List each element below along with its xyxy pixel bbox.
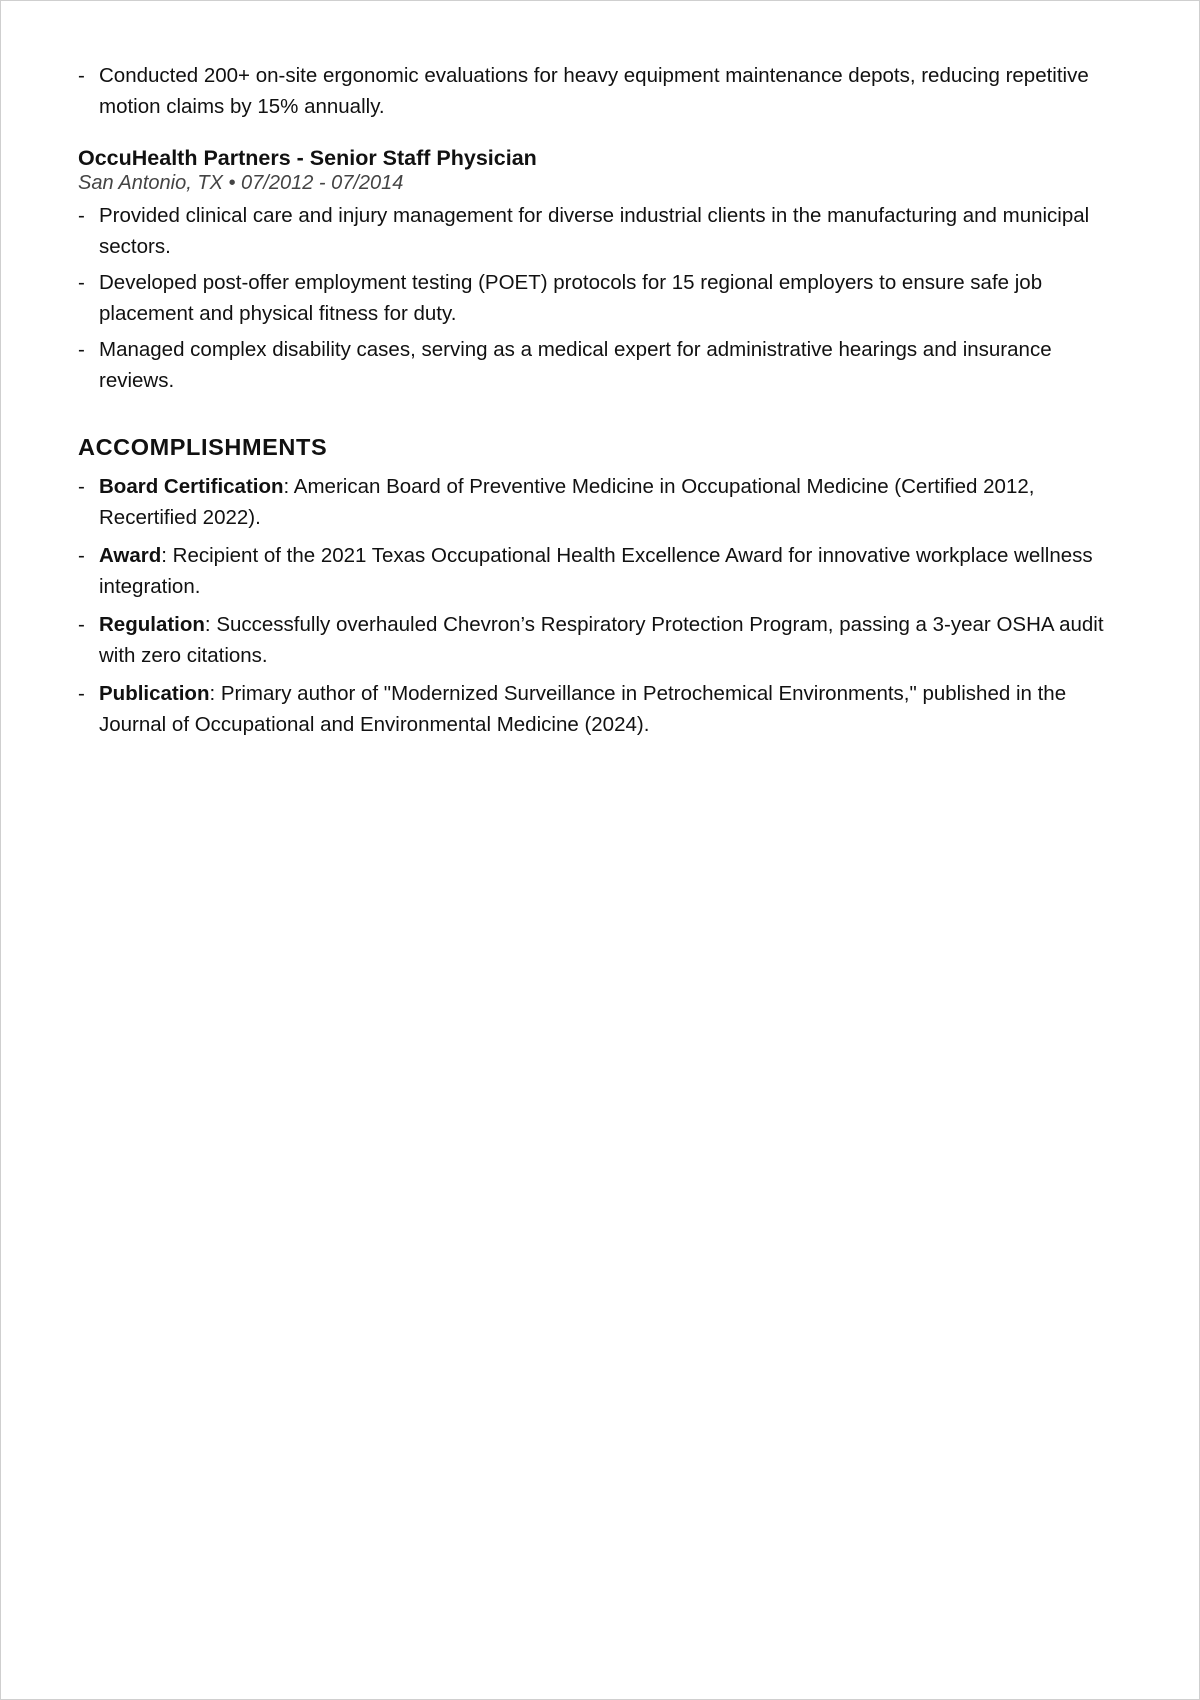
job-bullet-list <box>78 201 1118 396</box>
accomplishment-text: : Primary author of "Modernized Surveillance in Petrochemical Environments," published in the Journal of Occupational and Environmental Medicine (2024). <box>99 682 1067 736</box>
bullet-dash: - <box>78 475 85 498</box>
job-entry <box>78 146 1118 396</box>
accomplishments-list <box>78 472 1118 740</box>
list-item <box>78 541 1118 602</box>
list-item <box>78 268 1118 329</box>
list-item <box>78 679 1118 740</box>
accomplishment-text: : American Board of Preventive Medicine in Occupational Medicine (Certified 2012, Recertified 2022). <box>99 475 1035 529</box>
accomplishment-term: Publication <box>99 682 210 705</box>
resume-content <box>78 61 1118 748</box>
job-title: OccuHealth Partners - Senior Staff Physician <box>78 146 537 170</box>
list-item <box>78 610 1118 671</box>
bullet-dash: - <box>78 271 85 294</box>
accomplishment-text: : Successfully overhauled Chevron’s Respiratory Protection Program, passing a 3-year OSHA audit with zero citations. <box>99 613 1104 667</box>
accomplishment-term: Award <box>99 544 162 567</box>
list-item <box>78 61 1118 122</box>
bullet-dash: - <box>78 544 85 567</box>
list-item <box>78 472 1118 533</box>
accomplishment-term: Board Certification <box>99 475 284 498</box>
bullet-text: Managed complex disability cases, serving as a medical expert for administrative hearings and insurance reviews. <box>99 338 1052 392</box>
accomplishment-term: Regulation <box>99 613 205 636</box>
bullet-text: Developed post-offer employment testing (POET) protocols for 15 regional employers to ensure safe job placement and physical fitness for duty. <box>99 271 1043 325</box>
bullet-dash: - <box>78 204 85 227</box>
section-heading-accomplishments: ACCOMPLISHMENTS <box>78 434 328 460</box>
bullet-dash: - <box>78 682 85 705</box>
bullet-text: Provided clinical care and injury management for diverse industrial clients in the manufacturing and municipal sectors. <box>99 204 1090 258</box>
list-item <box>78 335 1118 396</box>
previous-job-bullet-list <box>78 61 1118 122</box>
bullet-dash: - <box>78 64 85 87</box>
bullet-dash: - <box>78 613 85 636</box>
bullet-text: Conducted 200+ on-site ergonomic evaluations for heavy equipment maintenance depots, reducing repetitive motion claims by 15% annually. <box>99 64 1089 118</box>
bullet-dash: - <box>78 338 85 361</box>
job-location-dates: San Antonio, TX • 07/2012 - 07/2014 <box>78 172 404 194</box>
accomplishment-text: : Recipient of the 2021 Texas Occupational Health Excellence Award for innovative workplace wellness integration. <box>99 544 1093 598</box>
list-item <box>78 201 1118 262</box>
